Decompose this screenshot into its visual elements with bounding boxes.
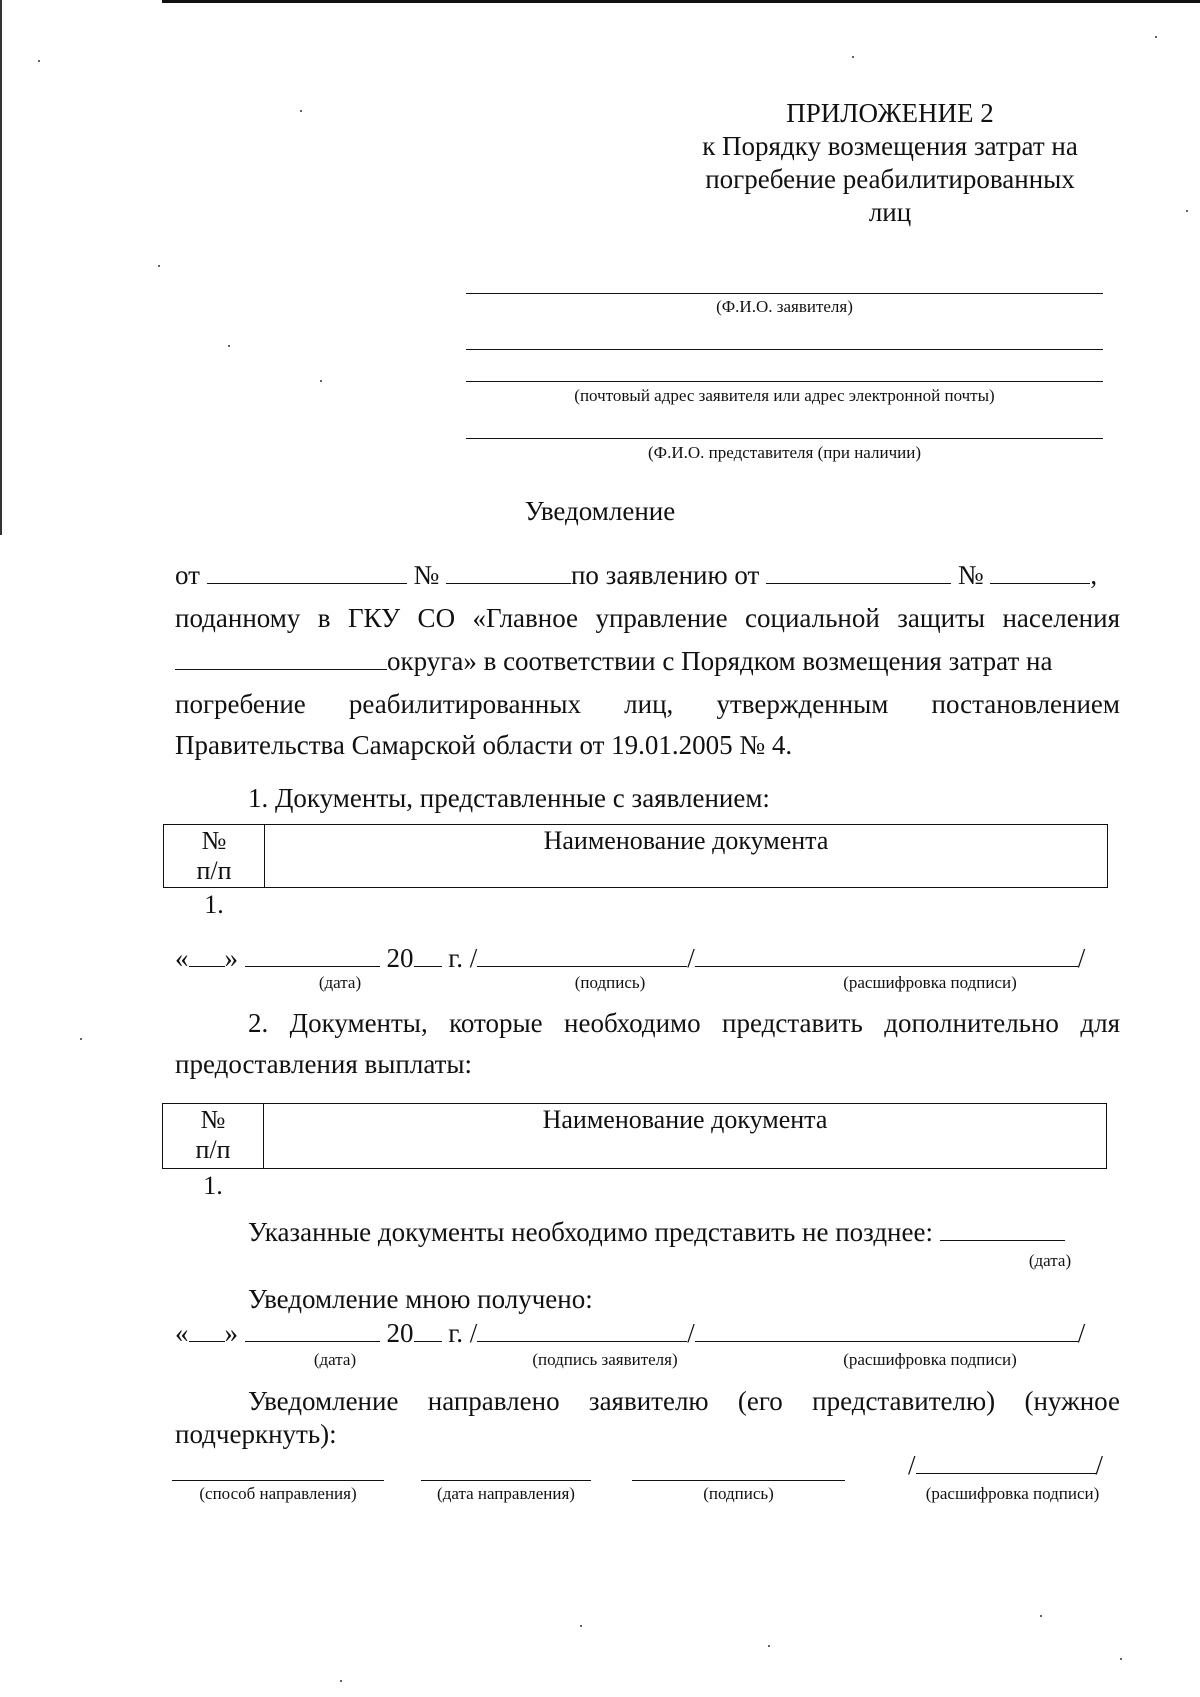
section2-heading-cont: предоставления выплаты: (175, 1049, 473, 1079)
column-header-num-line: № (201, 826, 227, 855)
notice-number-field[interactable] (446, 561, 571, 584)
column-header-num-line: п/п (195, 1135, 231, 1164)
month-field[interactable] (245, 1319, 380, 1342)
sent-decode-field[interactable] (916, 1451, 1096, 1474)
column-header-num (163, 1104, 264, 1169)
date-caption: (дата) (313, 1350, 357, 1369)
column-header-num-line: п/п (196, 856, 232, 885)
scan-speck (228, 345, 230, 347)
notice-district-line (175, 646, 1052, 677)
sign-caption: (подпись) (574, 973, 646, 992)
scan-speck (852, 56, 854, 58)
slash: / (1095, 1450, 1104, 1480)
notice-line: погребение реабилитированных лиц, утвержденным постановлением (175, 689, 1120, 719)
sent-text-cont: подчеркнуть): (175, 1419, 337, 1449)
section2-heading: 2. Документы, которые необходимо представить дополнительно для (248, 1008, 1120, 1038)
section1-heading: 1. Документы, представленные с заявлением: (248, 783, 770, 813)
signature-field[interactable] (477, 944, 687, 967)
scan-speck (320, 380, 322, 382)
sent-sign-caption: (подпись) (703, 1484, 774, 1503)
scan-speck (340, 1680, 342, 1682)
applicant-address-line[interactable] (466, 349, 1103, 350)
scan-speck (768, 1645, 770, 1647)
sent-method-field[interactable] (172, 1480, 384, 1481)
slash: / (1077, 943, 1086, 973)
scan-speck (1040, 1615, 1042, 1617)
quote-close: » (224, 943, 238, 973)
notice-line: поданному в ГКУ СО «Главное управление социальной защиты населения (175, 603, 1120, 633)
scan-top-border (162, 0, 1200, 3)
row-document-name[interactable] (264, 1169, 1107, 1203)
deadline-text: Указанные документы необходимо представить не позднее: (248, 1217, 933, 1247)
decode-caption: (расшифровка подписи) (843, 973, 1017, 992)
scan-speck (1155, 36, 1157, 38)
application-date-field[interactable] (766, 561, 951, 584)
signature-decode-field[interactable] (695, 1319, 1078, 1342)
applicant-fio-line[interactable] (466, 293, 1103, 294)
deadline-date-caption: (дата) (1028, 1251, 1072, 1270)
quote-close: » (224, 1318, 238, 1348)
row-document-name[interactable] (265, 888, 1108, 922)
section2-table (162, 1103, 1107, 1202)
number-sign: № (957, 560, 984, 590)
method-caption: (способ направления) (199, 1484, 357, 1503)
appendix-line: лиц (868, 197, 912, 227)
day-field[interactable] (189, 944, 225, 967)
scan-speck (580, 1625, 582, 1627)
year-suffix: г. / (448, 943, 478, 973)
sent-decode-line (908, 1450, 1103, 1481)
year-suffix: г. / (448, 1318, 478, 1348)
section1-table (163, 824, 1108, 921)
notice-title: Уведомление (524, 496, 676, 526)
application-number-field[interactable] (990, 561, 1090, 584)
notice-date-field[interactable] (207, 561, 407, 584)
sign-caption: (подпись заявителя) (532, 1350, 678, 1369)
quote-open: « (175, 1318, 189, 1348)
signature-field[interactable] (477, 1319, 687, 1342)
scan-speck (80, 1038, 82, 1040)
applicant-address-line[interactable] (466, 381, 1103, 382)
date-caption: (дата) (318, 973, 362, 992)
signature1-line (175, 943, 1085, 974)
signature-decode-field[interactable] (695, 944, 1078, 967)
notice-line: Правительства Самарской области от 19.01.2005 № 4. (175, 730, 793, 760)
scan-speck (1186, 210, 1188, 212)
sent-signature-field[interactable] (632, 1480, 845, 1481)
row-number: 1. (203, 1171, 223, 1200)
column-header-name: Наименование документа (265, 825, 1108, 888)
appendix-label: ПРИЛОЖЕНИЕ 2 (786, 98, 994, 128)
deadline-line (248, 1217, 1065, 1248)
applicant-fio-caption: (Ф.И.О. заявителя) (716, 297, 853, 316)
sent-decode-caption: (расшифровка подписи) (925, 1484, 1100, 1503)
representative-caption: (Ф.И.О. представителя (при наличии) (648, 443, 921, 462)
day-field[interactable] (189, 1319, 225, 1342)
year-prefix: 20 (386, 1318, 414, 1348)
table-header-row (163, 1104, 1107, 1169)
received-signature-line (175, 1318, 1085, 1349)
by-application-text: по заявлению от (570, 560, 760, 590)
district-field[interactable] (175, 647, 387, 670)
appendix-line: к Порядку возмещения затрат на (702, 131, 1078, 161)
representative-fio-line[interactable] (466, 438, 1103, 439)
scan-speck (158, 265, 160, 267)
notice-from-line (175, 560, 1097, 591)
scan-left-border (0, 0, 2, 535)
comma: , (1090, 560, 1098, 590)
slash: / (908, 1450, 916, 1480)
slash: / (687, 1318, 695, 1348)
scan-speck (38, 60, 40, 62)
year-field[interactable] (414, 944, 442, 967)
received-text: Уведомление мною получено: (248, 1284, 593, 1314)
table-row (164, 888, 1108, 922)
column-header-num-line: № (200, 1105, 226, 1134)
sent-date-caption: (дата направления) (437, 1484, 575, 1503)
notice-line: округа» в соответствии с Порядком возмещения затрат на (387, 646, 1053, 676)
table-header-row (164, 825, 1108, 888)
scan-speck (300, 110, 302, 112)
row-number: 1. (204, 890, 224, 919)
column-header-num (164, 825, 265, 888)
table-row (163, 1169, 1107, 1203)
from-word: от (175, 560, 200, 590)
number-sign: № (413, 560, 440, 590)
year-prefix: 20 (386, 943, 414, 973)
decode-caption: (расшифровка подписи) (843, 1350, 1017, 1369)
deadline-date-field[interactable] (940, 1218, 1065, 1241)
year-field[interactable] (414, 1319, 442, 1342)
slash: / (1077, 1318, 1086, 1348)
month-field[interactable] (245, 944, 380, 967)
scan-speck (1120, 1658, 1122, 1660)
appendix-line: погребение реабилитированных (705, 164, 1075, 194)
column-header-name: Наименование документа (264, 1104, 1107, 1169)
sent-text: Уведомление направлено заявителю (его представителю) (нужное (248, 1386, 1120, 1416)
sent-date-field[interactable] (421, 1480, 591, 1481)
quote-open: « (175, 943, 189, 973)
applicant-address-caption: (почтовый адрес заявителя или адрес электронной почты) (574, 386, 995, 405)
slash: / (687, 943, 695, 973)
